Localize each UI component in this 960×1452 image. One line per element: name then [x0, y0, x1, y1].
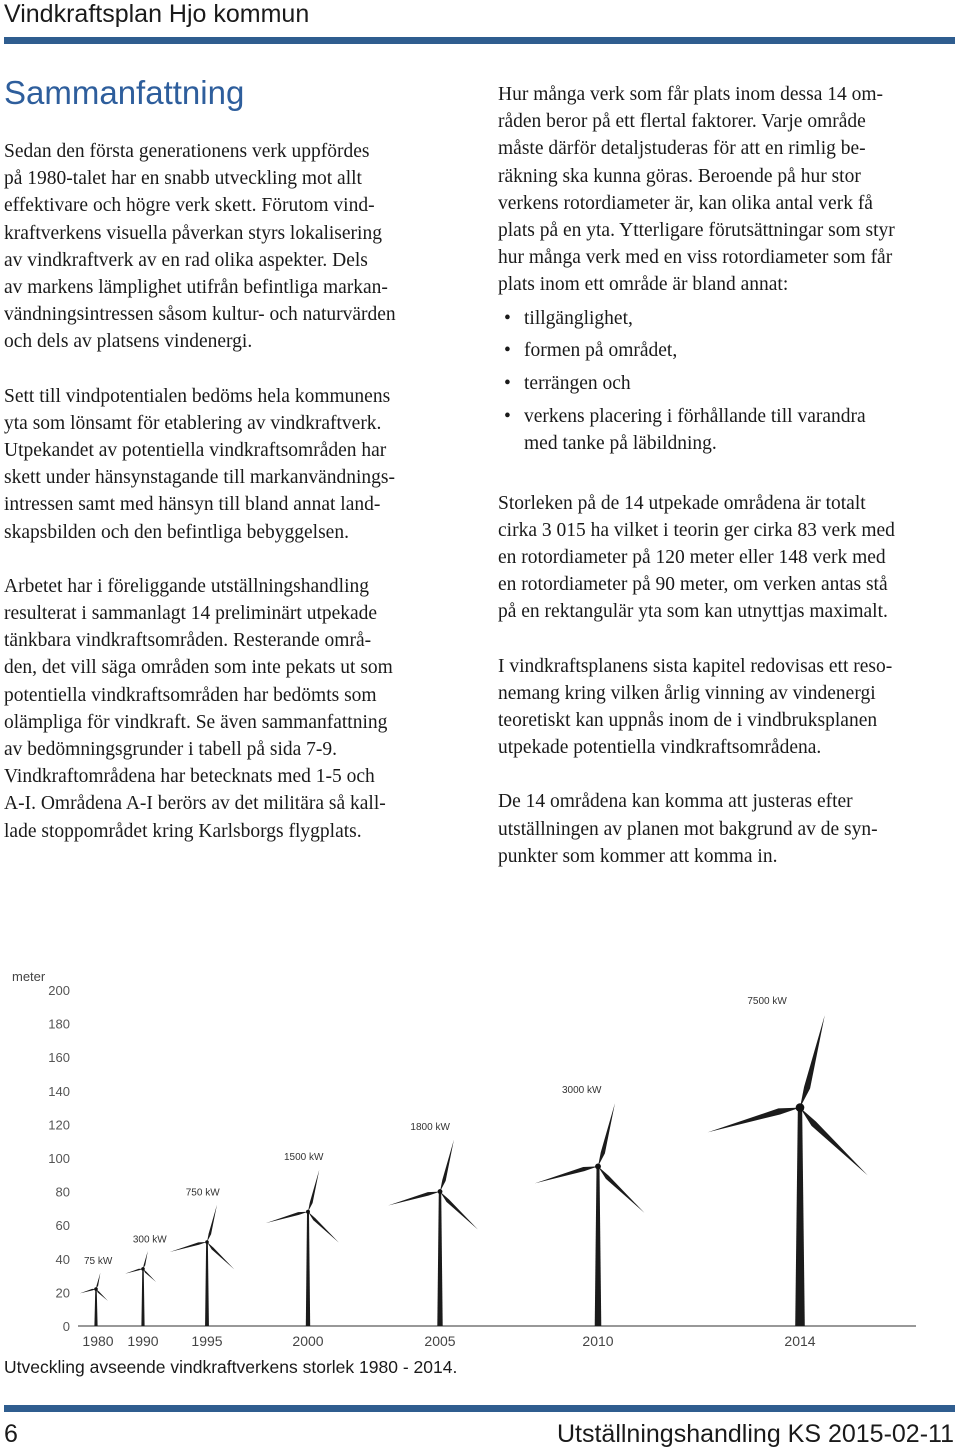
header-title: Vindkraftsplan Hjo kommun — [4, 0, 310, 28]
turbine-hub — [438, 1189, 443, 1194]
body-text-line: yta som lönsamt för etablering av vindkraftverk. — [4, 412, 382, 434]
body-text-line: plats inom ett område är bland annat: — [498, 274, 789, 296]
turbine-blade — [266, 1212, 308, 1223]
turbine-hub — [205, 1240, 209, 1244]
turbine-blade — [598, 1166, 644, 1212]
body-text-line: av vindkraftverk av en rad olika aspekter. Dels — [4, 249, 368, 271]
turbine-blade — [96, 1273, 100, 1289]
turbine-blade — [388, 1192, 440, 1206]
x-tick-label: 2005 — [424, 1333, 456, 1349]
body-text-line: räkning ska kunna göras. Beroende på hur stor — [498, 165, 861, 187]
body-text-line: resulterat i sammanlagt 14 preliminärt utpekade — [4, 603, 378, 625]
turbine-blade — [125, 1269, 143, 1274]
body-text-line: De 14 områdena kan komma att justeras efter — [498, 791, 853, 813]
document-label: Utställningshandling KS 2015-02-11 — [556, 1420, 954, 1448]
x-tick-label: 1980 — [82, 1333, 114, 1349]
body-text-line: kraftverkens visuella påverkan styrs lokalisering — [4, 222, 382, 244]
turbine-power-label: 3000 kW — [561, 1084, 602, 1096]
turbine-blade — [143, 1269, 156, 1282]
turbine-tower — [437, 1192, 442, 1326]
turbine-hub — [595, 1163, 601, 1169]
body-text-line: tänkbara vindkraftsområden. Resterande områ- — [4, 630, 372, 652]
body-text-line: Arbetet har i föreliggande utställningshandling — [4, 575, 369, 597]
x-tick-label: 2014 — [784, 1333, 816, 1349]
y-axis-label: meter — [12, 969, 46, 984]
left-column — [4, 138, 466, 845]
x-tick-label: 1995 — [191, 1333, 223, 1349]
header-rule — [4, 37, 955, 44]
y-tick-label: 100 — [48, 1151, 70, 1166]
body-text-line: verkens rotordiameter är, kan olika antal verk få — [498, 192, 873, 214]
body-text-line: Hur många verk som får plats inom dessa 14 om- — [498, 84, 884, 105]
body-text-line: vändningsintressen såsom kultur- och naturvärden — [4, 304, 396, 326]
turbine-power-label: 300 kW — [132, 1234, 167, 1246]
body-text-line: A-I. Områdena A-I berörs av det militära så kall- — [4, 793, 386, 815]
bullet-list — [498, 305, 960, 458]
right-column — [498, 81, 960, 870]
bullet-text-line: formen på området, — [524, 340, 678, 362]
turbine-power-label: 1800 kW — [410, 1121, 450, 1133]
bullet-item — [498, 337, 960, 364]
body-text-line: på en rektangulär yta som kan utnyttjas maximalt. — [498, 601, 888, 623]
body-text-line: potentiella vindkraftsområden har bedömts som — [4, 684, 377, 706]
bullet-icon: • — [504, 373, 511, 395]
turbine-blade — [440, 1192, 478, 1230]
turbine-size-chart — [0, 962, 960, 1352]
turbine-blade — [80, 1289, 96, 1294]
bullet-icon: • — [504, 307, 511, 329]
turbine-blade — [143, 1251, 148, 1269]
bullet-text-line: med tanke på läbildning. — [524, 432, 717, 454]
turbine-hub — [796, 1103, 805, 1112]
turbine-blade — [207, 1205, 217, 1242]
body-text-line: av markens lämplighet utifrån befintliga markan- — [4, 277, 388, 299]
body-text-line: olämpliga för vindkraft. Se även sammanfattning — [4, 711, 388, 733]
body-text-line: Sett till vindpotentialen bedöms hela kommunens — [4, 385, 391, 407]
turbine-blade — [207, 1242, 234, 1269]
turbine-tower — [94, 1289, 97, 1326]
body-text-line: den, det vill säga områden som inte pekats ut som — [4, 657, 393, 679]
turbine-power-label: 75 kW — [84, 1256, 113, 1268]
body-text-line: Storleken på de 14 utpekade områdena är totalt — [498, 492, 866, 514]
body-text-line: måste därför detaljstuderas för att en rimlig be- — [498, 138, 866, 160]
turbine-hub — [141, 1267, 145, 1271]
y-tick-label: 0 — [62, 1319, 70, 1334]
body-text-line: cirka 3 015 ha vilket i teorin ger cirka 83 verk med — [498, 519, 895, 541]
turbine-tower — [205, 1242, 209, 1326]
body-text-line: lade stoppområdet kring Karlsborgs flygplats. — [4, 820, 362, 842]
turbine-blade — [535, 1166, 598, 1183]
body-text-line: punkter som kommer att komma in. — [498, 845, 778, 867]
bullet-text-line: terrängen och — [524, 373, 631, 395]
body-text-line: nemang kring vilken årlig vinning av vindenergi — [498, 682, 876, 704]
y-tick-label: 140 — [48, 1083, 70, 1099]
y-tick-label: 200 — [48, 983, 70, 998]
body-text-line: råden beror på ett flertal faktorer. Varje område — [498, 111, 866, 133]
bullet-text-line: tillgänglighet, — [524, 307, 633, 329]
section-heading: Sammanfattning — [4, 74, 245, 111]
bullet-item — [498, 403, 960, 457]
x-tick-label: 1990 — [127, 1333, 159, 1349]
body-text-line: plats på en yta. Ytterligare förutsättningar som styr — [498, 220, 895, 242]
turbine-hub — [94, 1287, 98, 1291]
body-text-line: på 1980-talet har en snabb utveckling mot allt — [4, 168, 362, 190]
turbine-blade — [800, 1015, 825, 1107]
turbine-blade — [708, 1108, 800, 1133]
y-tick-label: 120 — [48, 1117, 70, 1133]
y-tick-label: 180 — [48, 1016, 70, 1032]
body-text-line: intressen samt med hänsyn till bland annat land- — [4, 494, 381, 516]
turbine-blade — [800, 1108, 868, 1176]
turbine-blade — [308, 1170, 319, 1212]
body-text-line: skett under hänsynstagande till markanvändnings- — [4, 467, 395, 489]
turbine-power-label: 7500 kW — [747, 995, 787, 1007]
bullet-icon: • — [504, 340, 511, 362]
turbine-tower — [595, 1166, 602, 1326]
bullet-icon: • — [504, 405, 511, 427]
body-text-line: en rotordiameter på 90 meter, om verken antas stå — [498, 574, 888, 596]
turbine-hub — [306, 1210, 310, 1214]
body-text-line: I vindkraftsplanens sista kapitel redovisas ett reso- — [498, 655, 893, 677]
body-text-line: utpekade potentiella vindkraftsområdena. — [498, 737, 822, 759]
y-tick-label: 160 — [48, 1050, 70, 1066]
x-tick-label: 2010 — [582, 1333, 614, 1349]
turbine-blade — [170, 1242, 207, 1252]
body-text-line: skapsbilden och den befintliga bebyggelsen. — [4, 521, 349, 543]
y-tick-label: 60 — [55, 1218, 70, 1234]
body-text-line: Vindkraftområdena har betecknats med 1-5 och — [4, 766, 375, 788]
turbine-tower — [795, 1108, 805, 1326]
x-tick-label: 2000 — [292, 1333, 324, 1349]
page-number: 6 — [4, 1420, 18, 1448]
y-tick-label: 20 — [55, 1285, 70, 1301]
turbine-blade — [598, 1103, 615, 1166]
body-text-line: och dels av platsens vindenergi. — [4, 331, 253, 353]
turbine-blade — [440, 1140, 454, 1192]
y-tick-label: 80 — [55, 1184, 70, 1200]
body-text-line: utställningen av planen mot bakgrund av de syn- — [498, 818, 878, 840]
footer-rule — [4, 1405, 955, 1412]
turbine-blade — [308, 1212, 339, 1243]
turbine-tower — [141, 1269, 144, 1326]
body-text-line: effektivare och högre verk skett. Förutom vind- — [4, 195, 375, 217]
body-text-line: teoretiskt kan uppnås inom de i vindbruksplanen — [498, 710, 878, 732]
body-text-line: Utpekandet av potentiella vindkraftsområden har — [4, 440, 387, 462]
body-text-line: av bedömningsgrunder i tabell på sida 7-9. — [4, 739, 338, 761]
body-text-line: en rotordiameter på 120 meter eller 148 verk med — [498, 547, 886, 569]
bullet-text-line: verkens placering i förhållande till varandra — [524, 405, 866, 427]
turbine-tower — [306, 1212, 310, 1326]
turbine-power-label: 750 kW — [185, 1187, 220, 1199]
body-text-line: hur många verk med en viss rotordiameter som får — [498, 247, 893, 269]
body-text-line: Sedan den första generationens verk uppfördes — [4, 141, 370, 162]
y-tick-label: 40 — [55, 1251, 70, 1267]
turbine-power-label: 1500 kW — [283, 1152, 324, 1164]
chart-caption: Utveckling avseende vindkraftverkens storlek 1980 - 2014. — [4, 1357, 458, 1377]
bullet-item — [498, 370, 960, 397]
bullet-item — [498, 305, 960, 332]
turbine-blade — [96, 1289, 108, 1301]
